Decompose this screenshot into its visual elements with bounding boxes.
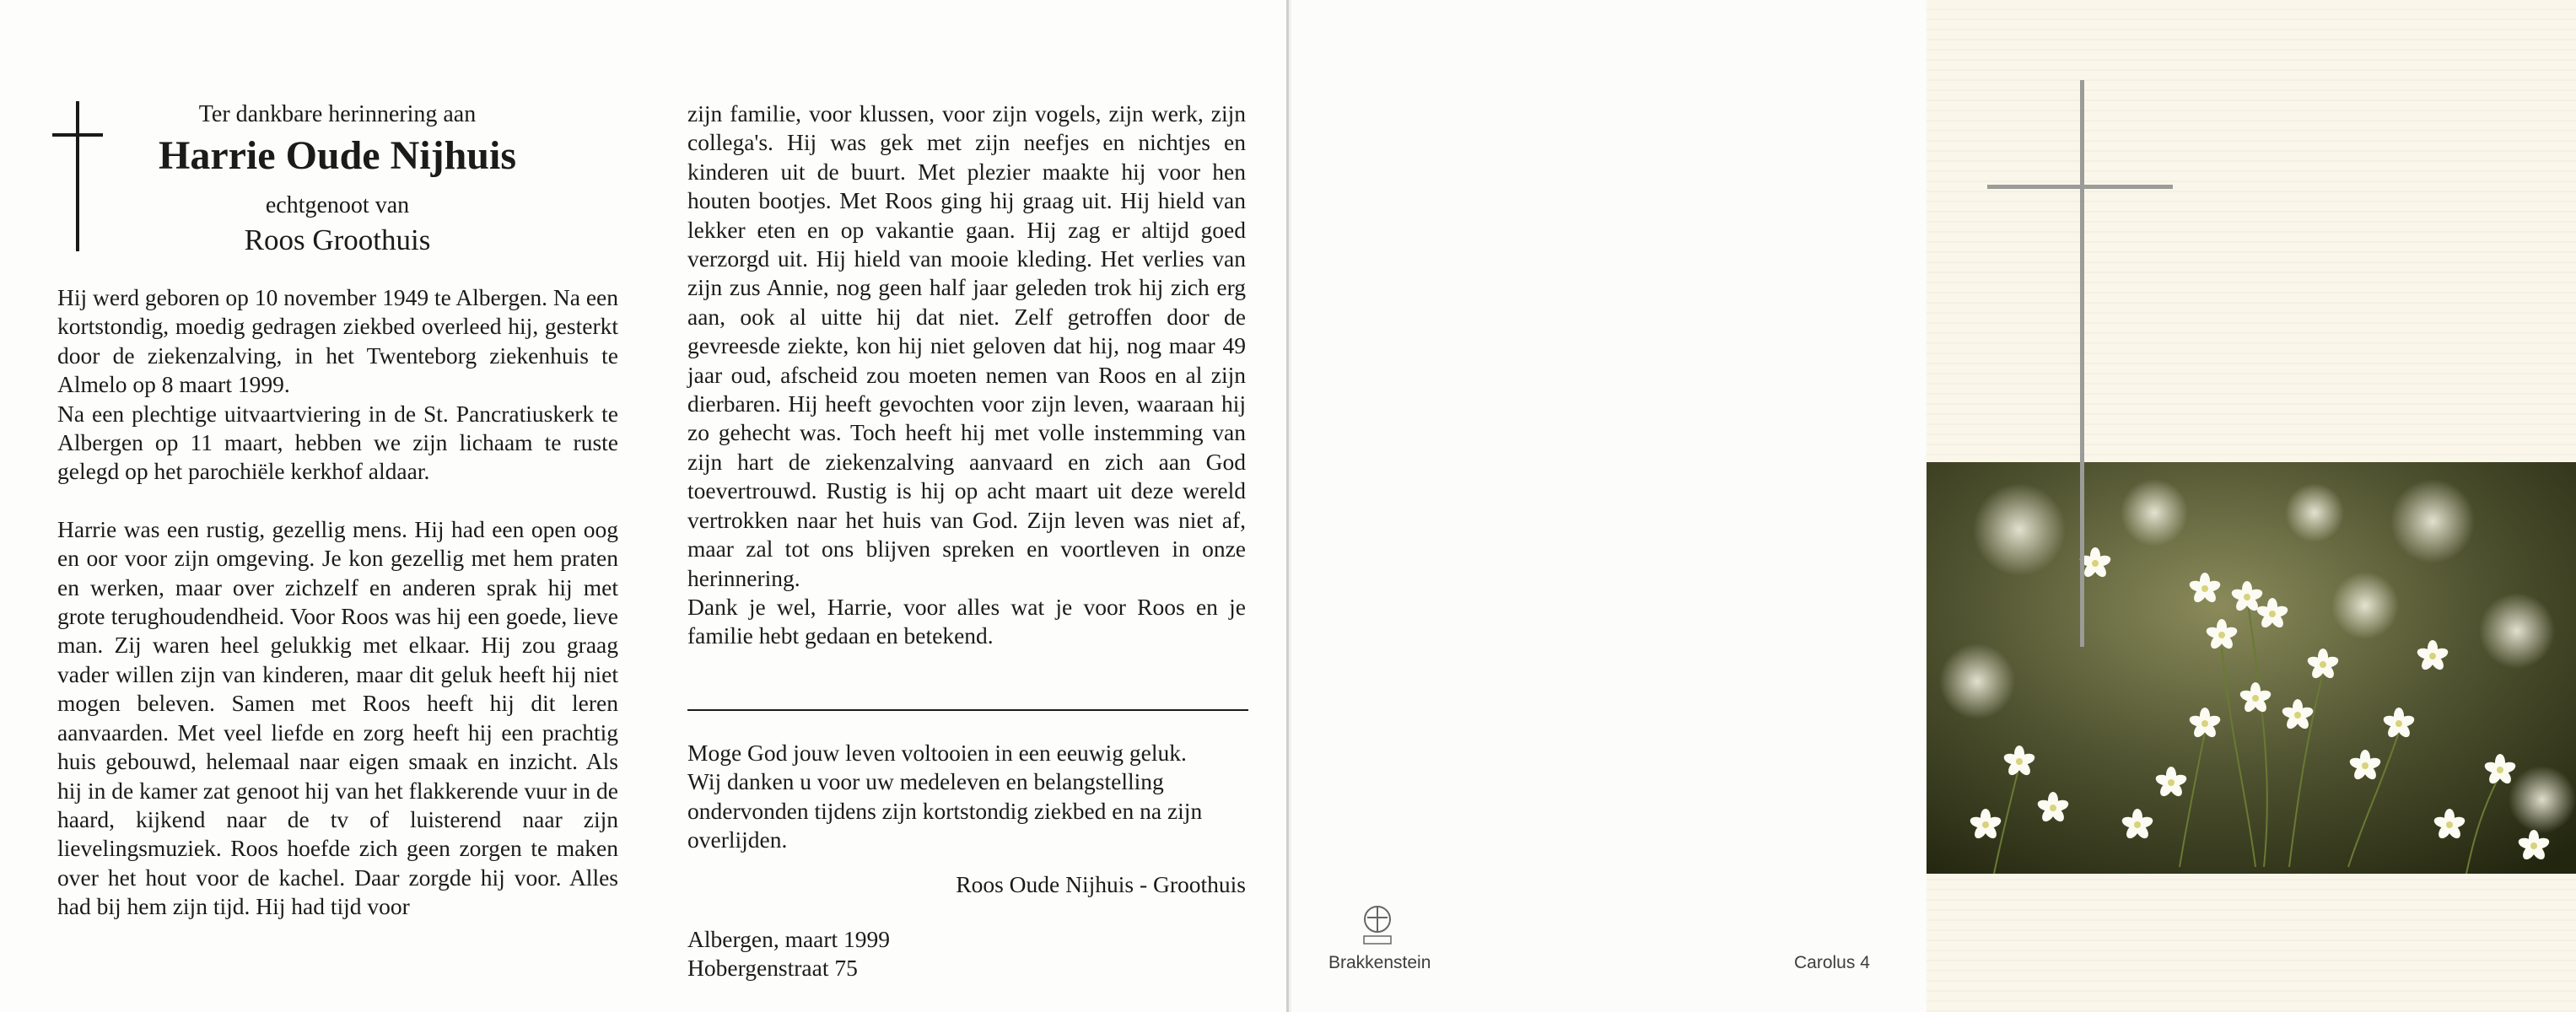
birth-death-paragraph: Hij werd geboren op 10 november 1949 te Albergen. Na een kortstondig, moedig gedragen ziekbed overleed hij, gesterkt door de ziekenzalving, in het Twenteborg ziekenhuis te Almelo op 8 maart 1999. xyxy=(57,284,618,398)
front-cover xyxy=(1927,0,2576,1012)
header-relation: echtgenoot van xyxy=(265,192,410,218)
address: Hobergenstraat 75 xyxy=(687,955,858,982)
place-date: Albergen, maart 1999 xyxy=(687,926,891,952)
header-intro: Ter dankbare herinnering aan xyxy=(198,101,477,127)
back-cover xyxy=(1291,0,1927,1012)
thanks-paragraph: Dank je wel, Harrie, voor alles wat je voor Roos en je familie hebt gedaan en betekend. xyxy=(687,593,1246,649)
publisher-name: Brakkenstein xyxy=(1328,953,1431,972)
memorial-header xyxy=(127,100,548,260)
funeral-paragraph: Na een plechtige uitvaartviering in de St. Pancratiuskerk te Albergen op 11 maart, hebben we zijn lichaam te ruste gelegd op het parochiële kerkhof aldaar. xyxy=(57,400,618,485)
life-paragraph-continued: zijn familie, voor klussen, voor zijn vogels, zijn werk, zijn collega's. Hij was gek met zijn neefjes en nichtjes en kinderen uit de buurt. Met plezier maakte hij voor hen houten bootjes. Met Roos ging hij graag uit. Hij hield van lekker eten en op vakantie gaan. Hij zag er altijd goed verzorgd uit. Hij hield van mooie kleding. Het verlies van zijn zus Annie, nog geen half jaar geleden trok hij zich erg aan, ook al uitte hij dat niet. Zelf getroffen door de gevreesde ziekte, kon hij niet geloven dat hij, nog maar 49 jaar oud, afscheid zou moeten nemen van Roos en al zijn dierbaren. Hij heeft gevochten voor zijn leven, waaraan hij zo gehecht was. Toch heeft hij met volle instemming van zijn hart de ziekenzalving aanvaard en zich aan God toevertrouwd. Rustig is hij op acht maart uit deze wereld vertrokken naar het huis van God. Zijn leven was niet af, maar zal tot ons blijven spreken en voortleven in onze herinnering. xyxy=(687,100,1246,591)
place-and-address xyxy=(687,925,890,983)
life-paragraph: Harrie was een rustig, gezellig mens. Hij had een open oog en oor voor zijn omgeving. Je kon gezellig met hem praten en werken, maar over zichzelf en anderen sprak hij met grote terughoudendheid. Voor Roos was hij een goede, lieve man. Zij waren heel gelukkig met elkaar. Hij zou graag vader willen zijn van kinderen, maar dit geluk heeft hij niet mogen beleven. Samen met Roos heeft hij dit leren aanvaarden. Met veel liefde en zorg heeft hij een prachtig huis gebouwd, helemaal naar eigen smaak en inzicht. Als hij in de kamer zat genoot hij van het flakkerende vuur in de haard, kijkend naar de tv of luisterend naar zijn lievelingsmuziek. Roos hoefde zich geen zorgen te maken over het hout voor de kachel. Daar zorgde hij voor. Alles had bij hem zijn tijd. Hij had tijd voor xyxy=(57,515,618,920)
series-code: Carolus 4 xyxy=(1794,953,1870,972)
right-text-column xyxy=(687,100,1246,651)
publisher-logo-icon xyxy=(1361,904,1394,948)
spouse-name: Roos Groothuis xyxy=(244,223,431,256)
deceased-name: Harrie Oude Nijhuis xyxy=(158,133,516,178)
prayer-line: Moge God jouw leven voltooien in een eeuwig geluk. xyxy=(687,740,1187,766)
closing-block xyxy=(687,739,1246,899)
flowers-photo xyxy=(1927,462,2576,874)
signature: Roos Oude Nijhuis - Groothuis xyxy=(956,870,1246,897)
thanks-line: Wij danken u voor uw medeleven en belangstelling ondervonden tijdens zijn kortstondig ziekbed en na zijn overlijden. xyxy=(687,768,1203,853)
left-text-column xyxy=(57,283,618,922)
divider xyxy=(687,709,1248,711)
